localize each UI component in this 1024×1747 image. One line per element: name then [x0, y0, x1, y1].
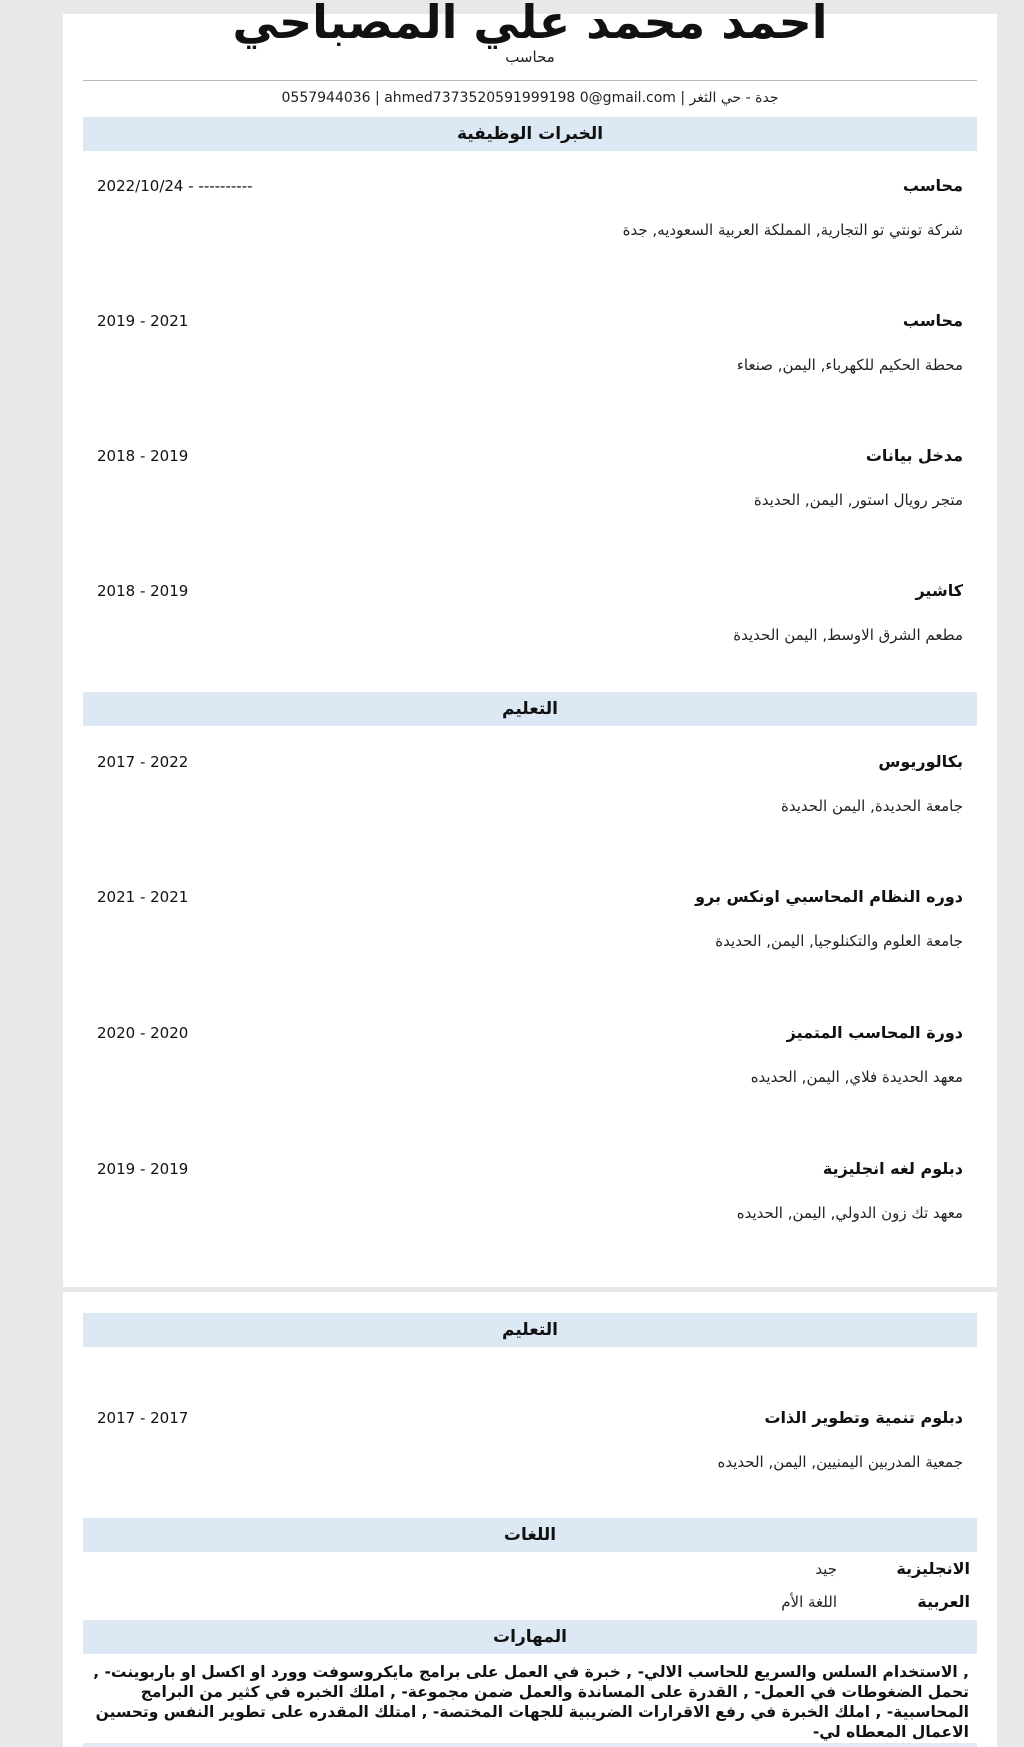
section-header-skills: المهارات [83, 1620, 977, 1654]
language-level: اللغة الأم [781, 1593, 837, 1611]
candidate-job-title: محاسب [505, 48, 555, 66]
education-org: جمعية المدربين اليمنيين, اليمن, الحديده [717, 1453, 963, 1471]
candidate-name: احمد محمد علي المصباحي [232, 0, 828, 49]
experience-entry [97, 445, 963, 540]
education-title: دورة المحاسب المتميز [786, 1023, 963, 1042]
experience-date: 2022/10/24 - ---------- [97, 177, 253, 195]
experience-entry [97, 580, 963, 675]
header-divider [83, 80, 977, 81]
experience-title: محاسب [902, 176, 963, 195]
education-org: جامعة العلوم والتكنلوجيا, اليمن, الحديدة [715, 932, 963, 950]
language-row [83, 1588, 977, 1616]
skills-paragraph: , الاستخدام السلس والسريع للحاسب الالي- , خبرة في العمل على برامج مايكروسوفت وورد او اكسل او باربوينت- , تحمل الضغوطات في العمل- , القدرة على المساندة والعمل ضمن مجموعة- , املك الخبره في كثير من البرامج المحاسبية- , املك الخبرة في رفع الاقرارات الضريبية للجهات المختصة- , امتلك المقدره على تطوير النفس وتحسين الاعمال المعطاه لي- [93, 1663, 969, 1741]
experience-date: 2019 - 2021 [97, 312, 189, 330]
education-title: دبلوم لغه انجليزية [822, 1159, 963, 1178]
experience-org: متجر رويال استور, اليمن, الحديدة [753, 491, 963, 509]
education-title: بكالوريوس [878, 752, 963, 771]
resume-page-1 [63, 0, 997, 1287]
education-entry [97, 886, 963, 981]
experience-title: محاسب [902, 311, 963, 330]
education-entry [97, 1022, 963, 1117]
experience-org: شركة تونتي تو التجارية, المملكة العربية السعوديه, جدة [622, 221, 963, 239]
contact-separator: | [680, 90, 686, 106]
experience-date: 2018 - 2019 [97, 447, 189, 465]
section-header-experience: الخبرات الوظيفية [83, 117, 977, 151]
page-bottom-divider [83, 1743, 977, 1747]
experience-entry [97, 175, 963, 270]
section-header-education: التعليم [83, 692, 977, 726]
experience-date: 2018 - 2019 [97, 582, 189, 600]
education-title: دبلوم تنمية وتطوير الذات [764, 1408, 963, 1427]
education-date: 2019 - 2019 [97, 1160, 189, 1178]
education-date: 2020 - 2020 [97, 1024, 189, 1042]
experience-entry [97, 310, 963, 405]
education-date: 2021 - 2021 [97, 888, 189, 906]
education-date: 2017 - 2017 [97, 1409, 189, 1427]
contact-line [63, 90, 997, 106]
section-header-education-continued: التعليم [83, 1313, 977, 1347]
contact-address: جدة - حي الثغر [689, 90, 779, 106]
contact-email[interactable]: ahmed7373520591999198 0@gmail.com [384, 90, 676, 106]
contact-phone[interactable]: 0557944036 [281, 90, 371, 106]
resume-page-2 [63, 1292, 997, 1747]
contact-separator: | [375, 90, 380, 106]
section-header-languages: اللغات [83, 1518, 977, 1552]
experience-org: مطعم الشرق الاوسط, اليمن الحديدة [733, 626, 963, 644]
language-name: الانجليزية [896, 1559, 970, 1578]
experience-title: كاشير [915, 581, 963, 600]
education-org: معهد تك زون الدولي, اليمن, الحديده [736, 1204, 963, 1222]
education-entry [97, 1407, 963, 1502]
language-level: جيد [815, 1560, 837, 1578]
language-name: العربية [917, 1592, 970, 1611]
education-entry [97, 751, 963, 846]
education-date: 2017 - 2022 [97, 753, 189, 771]
education-org: معهد الحديدة فلاي, اليمن, الحديده [750, 1068, 963, 1086]
education-org: جامعة الحديدة, اليمن الحديدة [781, 797, 963, 815]
experience-org: محطة الحكيم للكهرباء, اليمن, صنعاء [736, 356, 963, 374]
education-title: دوره النظام المحاسبي اونكس برو [695, 887, 963, 906]
experience-title: مدخل بيانات [865, 446, 963, 465]
language-row [83, 1555, 977, 1583]
education-entry [97, 1158, 963, 1253]
